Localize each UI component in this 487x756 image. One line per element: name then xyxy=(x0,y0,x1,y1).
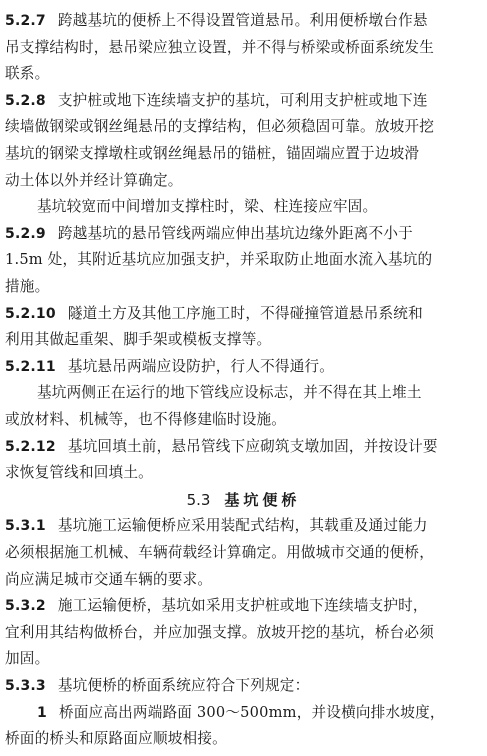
clause-number: 5.2.9 xyxy=(5,226,46,242)
clause-number: 5.2.7 xyxy=(5,13,46,29)
text-line xyxy=(5,722,482,756)
line-text: 措施。 xyxy=(5,278,50,295)
line-text: 吊支撑结构时，悬吊梁应独立设置，并不得与桥梁或桥面系统发生 xyxy=(5,39,435,56)
clause-number: 5.2.11 xyxy=(5,359,56,375)
line-text: 基坑较宽而中间增加支撑柱时，梁、柱连接应牢固。 xyxy=(37,198,378,215)
line-text: 桥面应高出两端路面 300～500mm，并设横向排水坡度， xyxy=(58,704,445,721)
line-text: 宜利用其结构做桥台，并应加强支撑。放坡开挖的基坑，桥台必须 xyxy=(5,624,435,641)
line-text: 施工运输便桥，基坑如采用支护桩或地下连续墙支护时， xyxy=(57,597,428,614)
line-text: 1.5m 处，其附近基坑应加强支护，并采取防止地面水流入基坑的 xyxy=(5,251,433,268)
line-text: 利用其做起重架、脚手架或模板支撑等。 xyxy=(5,331,272,348)
line-text: 基坑的钢梁支撑墩柱或钢丝绳悬吊的锚桩，锚固端应置于边坡滑 xyxy=(5,145,420,162)
line-text: 联系。 xyxy=(5,65,50,82)
line-text: 基坑施工运输便桥应采用装配式结构，其载重及通过能力 xyxy=(57,517,428,534)
line-text: 动土体以外并经计算确定。 xyxy=(5,172,183,189)
line-text: 基坑便桥的桥面系统应符合下列规定： xyxy=(57,677,310,694)
clause-number: 5.2.8 xyxy=(5,93,46,109)
line-text: 支护桩或地下连续墙支护的基坑，可利用支护桩或地下连 xyxy=(57,92,428,109)
section-title: 基坑便桥 xyxy=(224,491,301,509)
line-text: 基坑两侧正在运行的地下管线应设标志，并不得在其上堆土 xyxy=(37,384,422,401)
line-text: 跨越基坑的悬吊管线两端应伸出基坑边缘外距离不小于 xyxy=(57,225,413,242)
line-text: 尚应满足城市交通车辆的要求。 xyxy=(5,571,213,588)
line-text: 必须根据施工机械、车辆荷载经计算确定。用做城市交通的便桥， xyxy=(5,544,435,561)
line-text: 续墙做钢梁或钢丝绳悬吊的支撑结构，但必须稳固可靠。放坡开挖 xyxy=(5,118,435,135)
line-text: 基坑悬吊两端应设防护，行人不得通行。 xyxy=(67,358,335,375)
clause-number: 1 xyxy=(37,705,47,721)
line-text: 隧道土方及其他工序施工时，不得碰撞管道悬吊系统和 xyxy=(67,305,423,322)
line-text: 求恢复管线和回填土。 xyxy=(5,464,153,481)
section-number: 5.3 xyxy=(186,491,211,509)
line-text: 或放材料、机械等，也不得修建临时设施。 xyxy=(5,411,287,428)
line-text: 加固。 xyxy=(5,650,50,667)
clause-number: 5.3.2 xyxy=(5,598,46,614)
line-text: 基坑回填土前，悬吊管线下应砌筑支墩加固，并按设计要 xyxy=(67,438,438,455)
line-text: 跨越基坑的便桥上不得设置管道悬吊。利用便桥墩台作悬 xyxy=(57,12,428,29)
clause-number: 5.3.1 xyxy=(5,518,46,534)
clause-number: 5.2.10 xyxy=(5,306,56,322)
clause-number: 5.2.12 xyxy=(5,439,56,455)
clause-number: 5.3.3 xyxy=(5,678,46,694)
line-text: 桥面的桥头和原路面应顺坡相接。 xyxy=(5,730,227,747)
